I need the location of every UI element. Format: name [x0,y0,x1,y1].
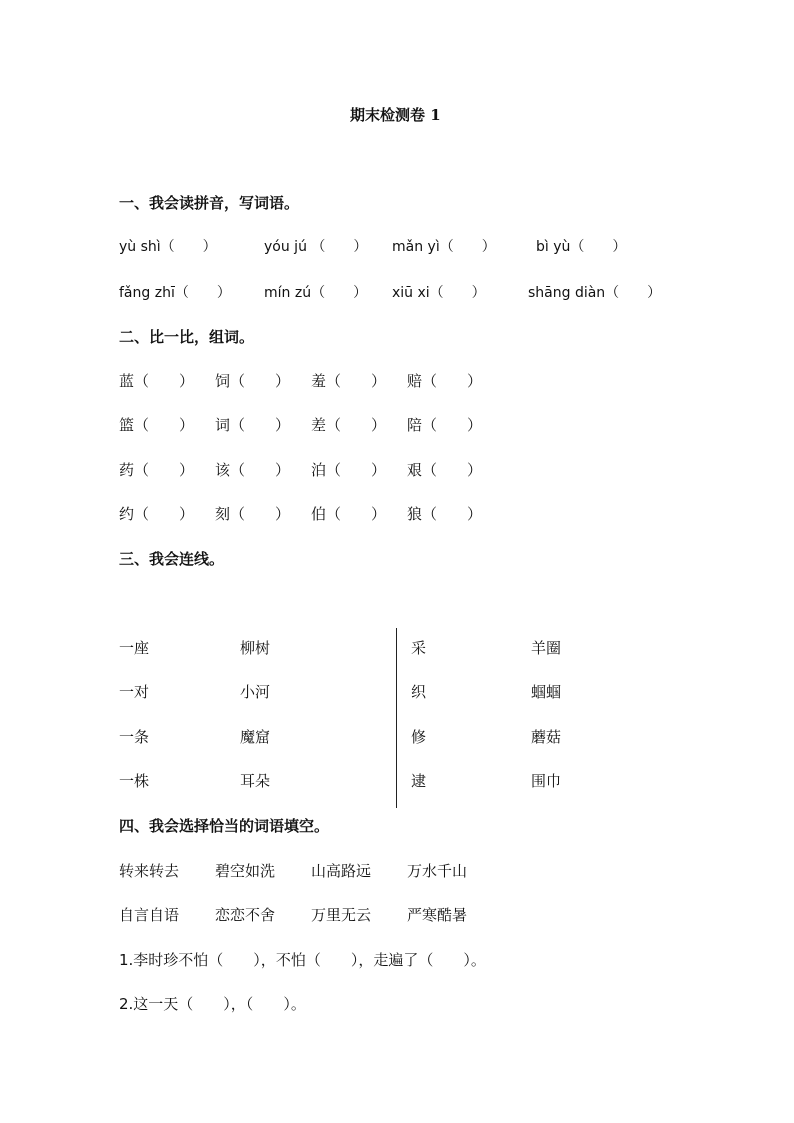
word-group-item: 刻（ ） [215,505,291,523]
match-right-item: 蘑菇 [531,728,562,746]
word-choice: 山高路远 [311,862,372,880]
word-group-item: 艰（ ） [407,461,483,479]
pinyin-item: yóu jú （ ） [264,239,368,255]
word-group-item: 赔（ ） [407,372,483,390]
word-group-item: 词（ ） [215,416,291,434]
column-divider [396,628,397,808]
word-choice: 万水千山 [407,862,468,880]
word-choice: 万里无云 [311,906,372,924]
word-group-item: 羞（ ） [311,372,387,390]
match-right-item: 围巾 [531,772,562,790]
word-group-item: 差（ ） [311,416,387,434]
word-group-item: 该（ ） [215,461,291,479]
pinyin-item: yù shì（ ） [119,239,217,255]
match-left-item: 采 [411,639,427,657]
match-right-item: 羊圈 [531,639,562,657]
word-group-item: 约（ ） [119,505,195,523]
pinyin-item: mín zú（ ） [264,285,368,301]
section2-heading: 二、比一比，组词。 [119,328,255,346]
match-right-item: 魔窟 [240,728,271,746]
match-left-item: 一对 [119,683,150,701]
word-group-item: 伯（ ） [311,505,387,523]
page-title: 期末检测卷 1 [350,106,441,124]
word-group-item: 蓝（ ） [119,372,195,390]
fill-sentence: 1.李时珍不怕（ ），不怕（ ），走遍了（ ）。 [119,951,486,969]
pinyin-item: xiū xi（ ） [392,285,486,301]
pinyin-item: mǎn yì（ ） [392,239,496,255]
match-right-item: 蝈蝈 [531,683,562,701]
word-choice: 自言自语 [119,906,180,924]
fill-sentence: 2.这一天（ ），（ ）。 [119,995,306,1013]
match-right-item: 小河 [240,683,271,701]
match-left-item: 修 [411,728,427,746]
pinyin-item: fǎng zhī（ ） [119,285,231,301]
word-choice: 严寒酷暑 [407,906,468,924]
match-left-item: 织 [411,683,427,701]
match-left-item: 一株 [119,772,150,790]
match-right-item: 柳树 [240,639,271,657]
word-group-item: 饲（ ） [215,372,291,390]
match-left-item: 一条 [119,728,150,746]
match-left-item: 逮 [411,772,427,790]
word-choice: 碧空如洗 [215,862,276,880]
word-group-item: 泊（ ） [311,461,387,479]
word-group-item: 陪（ ） [407,416,483,434]
section4-heading: 四、我会选择恰当的词语填空。 [119,817,330,835]
word-choice: 恋恋不舍 [215,906,276,924]
word-group-item: 药（ ） [119,461,195,479]
match-right-item: 耳朵 [240,772,271,790]
word-group-item: 狼（ ） [407,505,483,523]
match-left-item: 一座 [119,639,150,657]
pinyin-item: shāng diàn（ ） [528,285,662,301]
section1-heading: 一、我会读拼音，写词语。 [119,194,300,212]
pinyin-item: bì yù（ ） [536,239,627,255]
word-choice: 转来转去 [119,862,180,880]
word-group-item: 篮（ ） [119,416,195,434]
section3-heading: 三、我会连线。 [119,550,225,568]
